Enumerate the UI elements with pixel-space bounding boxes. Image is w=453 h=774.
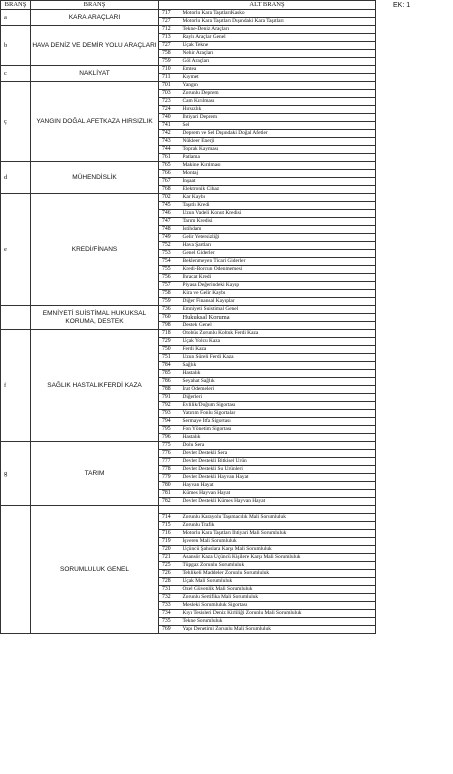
brans-letter: a xyxy=(1,10,31,26)
alt-brans-name: Kıyı Tesisleri Deniz Kirliliği Zorunlu Mali Sorumluluk xyxy=(181,610,376,618)
alt-brans-code: 755 xyxy=(159,266,181,274)
alt-brans-code: 723 xyxy=(159,98,181,106)
alt-brans-code: 710 xyxy=(159,66,181,74)
alt-brans-name: Nehir Araçları xyxy=(181,50,376,58)
alt-brans-name: Piyasa Değerindeki Kayıp xyxy=(181,282,376,290)
alt-brans-code: 792 xyxy=(159,402,181,410)
alt-brans-name: Özel Güvenlik Mali Sorumluluk xyxy=(181,586,376,594)
alt-brans-code: 766 xyxy=(159,170,181,178)
alt-brans-code: 784 xyxy=(159,362,181,370)
alt-brans-code: 740 xyxy=(159,114,181,122)
alt-brans-name: Hayvan Hayat xyxy=(181,482,376,490)
alt-brans-code: 720 xyxy=(159,546,181,554)
alt-brans-name: Mesleki Sorumluluk Sigortası xyxy=(181,602,376,610)
alt-brans-code: 795 xyxy=(159,426,181,434)
alt-brans-name: Toprak Kayması xyxy=(181,146,376,154)
alt-brans-name: Motorlu Kara Taşıtları İhtiyari Mali Sorumluluk xyxy=(181,530,376,538)
alt-brans-name: Zorunlu Sertifika Mali Sorumluluk xyxy=(181,594,376,602)
alt-brans-name: Otobüs Zorunlu Koltuk Ferdi Kaza xyxy=(181,330,376,338)
alt-brans-code: 780 xyxy=(159,482,181,490)
table-row xyxy=(1,26,376,34)
brans-letter: e xyxy=(1,194,31,306)
alt-brans-name: Diğer Finansal Kayıplar xyxy=(181,298,376,306)
alt-brans-code: 742 xyxy=(159,130,181,138)
alt-brans-code: 750 xyxy=(159,346,181,354)
alt-brans-code: 721 xyxy=(159,554,181,562)
alt-brans-name: Cam Kırılması xyxy=(181,98,376,106)
brans-name: KREDİ/FİNANS xyxy=(31,194,159,306)
alt-brans-name: Tarım Kredisi xyxy=(181,218,376,226)
alt-brans-code: 735 xyxy=(159,618,181,626)
alt-brans-name: İstihdam xyxy=(181,226,376,234)
alt-brans-name: Sel xyxy=(181,122,376,130)
alt-brans-code: 716 xyxy=(159,530,181,538)
alt-brans-code: 786 xyxy=(159,378,181,386)
alt-brans-code: 778 xyxy=(159,466,181,474)
alt-brans-code: 761 xyxy=(159,154,181,162)
alt-brans-name: Tüpgaz Zorunlu Sorumluluk xyxy=(181,562,376,570)
alt-brans-name: Zorunlu Deprem xyxy=(181,90,376,98)
alt-brans-name: Raylı Araçlar Genel xyxy=(181,34,376,42)
alt-brans-code: 767 xyxy=(159,178,181,186)
alt-brans-code: 758 xyxy=(159,290,181,298)
alt-brans-name: Seyahat Sağlık xyxy=(181,378,376,386)
alt-brans-code: 726 xyxy=(159,570,181,578)
alt-brans-code: 768 xyxy=(159,186,181,194)
alt-brans-code: 736 xyxy=(159,306,181,314)
alt-brans-name: Gelir Yetersizliği xyxy=(181,234,376,242)
alt-brans-name: Uzun Süreli Ferdi Kaza xyxy=(181,354,376,362)
brans-name: YANGIN DOĞAL AFETKAZA HIRSIZLIK xyxy=(31,82,159,162)
alt-brans-code: 701 xyxy=(159,82,181,90)
alt-brans-code: 729 xyxy=(159,338,181,346)
alt-brans-code: 717 xyxy=(159,10,181,18)
alt-brans-name: İnşaat xyxy=(181,178,376,186)
alt-brans-name: Emtea xyxy=(181,66,376,74)
alt-brans-name: Uçak Yolcu Kaza xyxy=(181,338,376,346)
alt-brans-name: Genel Giderler xyxy=(181,250,376,258)
alt-brans-name: Dolu Sera xyxy=(181,442,376,450)
alt-brans-code: 732 xyxy=(159,594,181,602)
alt-brans-name: İrat Ödemeleri xyxy=(181,386,376,394)
alt-brans-code: 749 xyxy=(159,234,181,242)
alt-brans-name: Devlet Destekli Hayvan Hayat xyxy=(181,474,376,482)
alt-brans-name: İşveren Mali Sorumluluk xyxy=(181,538,376,546)
alt-brans-name: Hırsızlık xyxy=(181,106,376,114)
alt-brans-code: 781 xyxy=(159,490,181,498)
alt-brans-code: 733 xyxy=(159,602,181,610)
alt-brans-name: Uçak Mali Sorumluluk xyxy=(181,578,376,586)
table-row xyxy=(1,194,376,202)
table-row xyxy=(1,442,376,450)
alt-brans-code: 754 xyxy=(159,258,181,266)
alt-brans-code: 752 xyxy=(159,242,181,250)
alt-brans-code: 776 xyxy=(159,450,181,458)
annex-label: EK: 1 xyxy=(393,2,411,9)
alt-brans-name: Montaj xyxy=(181,170,376,178)
brans-name: SAĞLIK HASTALIKFERDİ KAZA xyxy=(31,330,159,442)
alt-brans-code: 788 xyxy=(159,386,181,394)
alt-brans-name: Devlet Destekli Kümes Hayvan Hayat xyxy=(181,498,376,506)
alt-brans-name: İhtiyari Deprem xyxy=(181,114,376,122)
alt-brans-code: 719 xyxy=(159,538,181,546)
alt-brans-name: Yangın xyxy=(181,82,376,90)
spacer-cell xyxy=(181,506,376,514)
alt-brans-name: Kira ve Gelir Kaybı xyxy=(181,290,376,298)
brans-name: HAVA DENİZ VE DEMİR YOLU ARAÇLARI xyxy=(31,26,159,66)
alt-brans-code: 712 xyxy=(159,26,181,34)
alt-brans-code: 759 xyxy=(159,298,181,306)
alt-brans-code: 765 xyxy=(159,162,181,170)
alt-brans-name: Uçak Tekne xyxy=(181,42,376,50)
brans-letter: b xyxy=(1,26,31,66)
alt-brans-code: 718 xyxy=(159,330,181,338)
alt-brans-name: Makine Kırılması xyxy=(181,162,376,170)
alt-brans-code: 711 xyxy=(159,74,181,82)
brans-letter: d xyxy=(1,162,31,194)
alt-brans-name: Elektronik Cihaz xyxy=(181,186,376,194)
alt-brans-code: 757 xyxy=(159,282,181,290)
brans-name: MÜHENDİSLİK xyxy=(31,162,159,194)
alt-brans-code: 728 xyxy=(159,578,181,586)
alt-brans-code: 703 xyxy=(159,90,181,98)
alt-brans-name: Sağlık xyxy=(181,362,376,370)
alt-brans-name: Motorlu Kara TaşıtlarıKasko xyxy=(181,10,376,18)
alt-brans-code: 769 xyxy=(159,626,181,634)
brans-name: NAKLİYAT xyxy=(31,66,159,82)
alt-brans-code: 727 xyxy=(159,42,181,50)
alt-brans-code: 725 xyxy=(159,562,181,570)
brans-name: SORUMLULUK GENEL xyxy=(31,506,159,634)
alt-brans-name: Asansör Kaza Üçüncü Kişilere Karşı Mali Sorumluluk xyxy=(181,554,376,562)
alt-brans-code: 745 xyxy=(159,202,181,210)
alt-brans-name: Ferdi Kaza xyxy=(181,346,376,354)
alt-brans-name: Kümes Hayvan Hayat xyxy=(181,490,376,498)
alt-brans-name: Sermaye İtfa Sigortası xyxy=(181,418,376,426)
alt-brans-name: Devlet Destekli Sera xyxy=(181,450,376,458)
alt-brans-code: 715 xyxy=(159,522,181,530)
alt-brans-code: 793 xyxy=(159,410,181,418)
alt-brans-name: Hastalık xyxy=(181,434,376,442)
brans-letter xyxy=(1,306,31,330)
alt-brans-code: 713 xyxy=(159,34,181,42)
header-brans-name: BRANŞ xyxy=(31,1,159,10)
alt-brans-code: 777 xyxy=(159,458,181,466)
alt-brans-name: Zorunlu Karayolu Taşımacılık Mali Sorumluluk xyxy=(181,514,376,522)
alt-brans-name: Beklenmeyen Ticari Giderler xyxy=(181,258,376,266)
table-row xyxy=(1,162,376,170)
alt-brans-name: Tekne Sorumluluk xyxy=(181,618,376,626)
alt-brans-name: Hastalık xyxy=(181,370,376,378)
alt-brans-name: Zorunlu Trafik xyxy=(181,522,376,530)
alt-brans-name: Yapı Denetimi Zorunlu Mali Sorumluluk xyxy=(181,626,376,634)
alt-brans-name: Hava Şartları xyxy=(181,242,376,250)
brans-letter: f xyxy=(1,330,31,442)
alt-brans-name: İhracat Kredi xyxy=(181,274,376,282)
alt-brans-code: 731 xyxy=(159,586,181,594)
alt-brans-name: Üçüncü Şahıslara Karşı Mali Sorumluluk xyxy=(181,546,376,554)
alt-brans-name: Hukuksal Koruma xyxy=(181,314,376,322)
brans-name: EMNİYETİ SUİSTİMAL HUKUKSAL KORUMA, DESTEK xyxy=(31,306,159,330)
brans-letter: ç xyxy=(1,82,31,162)
alt-brans-name: Tehlikeli Maddeler Zorunlu Sorumluluk xyxy=(181,570,376,578)
brans-letter: g xyxy=(1,442,31,506)
alt-brans-code: 734 xyxy=(159,610,181,618)
alt-brans-name: Devlet Destekli Su Ürünleri xyxy=(181,466,376,474)
table-row xyxy=(1,82,376,90)
brans-letter: c xyxy=(1,66,31,82)
table-row xyxy=(1,306,376,314)
alt-brans-name: Taşıtlı Kredi xyxy=(181,202,376,210)
alt-brans-name: Diğerleri xyxy=(181,394,376,402)
alt-brans-code: 727 xyxy=(159,18,181,26)
alt-brans-code: 714 xyxy=(159,514,181,522)
alt-brans-code: 798 xyxy=(159,322,181,330)
alt-brans-name: Patlama xyxy=(181,154,376,162)
alt-brans-code: 791 xyxy=(159,394,181,402)
alt-brans-name: Devlet Destekli Bitkisel Ürün xyxy=(181,458,376,466)
alt-brans-name: Göl Araçları xyxy=(181,58,376,66)
group-spacer-row xyxy=(1,506,376,514)
alt-brans-name: Fon Yönetim Sigortası xyxy=(181,426,376,434)
alt-brans-name: Destek Genel xyxy=(181,322,376,330)
alt-brans-code: 746 xyxy=(159,210,181,218)
alt-brans-name: Yatırım Fonlu Sigortalar xyxy=(181,410,376,418)
alt-brans-name: Emniyeti Suistimal Genel xyxy=(181,306,376,314)
alt-brans-name: Uzun Vadeli Konut Kredisi xyxy=(181,210,376,218)
alt-brans-name: Motorlu Kara Taşıtları Dışındaki Kara Taşıtları xyxy=(181,18,376,26)
alt-brans-code: 782 xyxy=(159,498,181,506)
alt-brans-code: 747 xyxy=(159,218,181,226)
alt-brans-code: 785 xyxy=(159,370,181,378)
brans-name: TARIM xyxy=(31,442,159,506)
header-brans-letter: BRANŞ xyxy=(1,1,31,10)
alt-brans-code: 759 xyxy=(159,58,181,66)
alt-brans-name: Nükleer Enerji xyxy=(181,138,376,146)
brans-letter xyxy=(1,506,31,634)
alt-brans-code: 758 xyxy=(159,50,181,58)
spacer-cell xyxy=(159,506,181,514)
alt-brans-code: 756 xyxy=(159,274,181,282)
alt-brans-code: 751 xyxy=(159,354,181,362)
alt-brans-code: 760 xyxy=(159,314,181,322)
alt-brans-code: 724 xyxy=(159,106,181,114)
header-alt-brans: ALT BRANŞ xyxy=(159,1,376,10)
alt-brans-code: 744 xyxy=(159,146,181,154)
alt-brans-code: 743 xyxy=(159,138,181,146)
alt-brans-code: 702 xyxy=(159,194,181,202)
alt-brans-name: Evlilik/Doğum Sigortası xyxy=(181,402,376,410)
alt-brans-name: Kredi-Borcun Ödenmemesi xyxy=(181,266,376,274)
alt-brans-code: 779 xyxy=(159,474,181,482)
table-row xyxy=(1,10,376,18)
alt-brans-name: Deprem ve Sel Dışındaki Doğal Afetler xyxy=(181,130,376,138)
alt-brans-name: Kar Kaybı xyxy=(181,194,376,202)
brans-name: KARA ARAÇLARI xyxy=(31,10,159,26)
alt-brans-code: 741 xyxy=(159,122,181,130)
alt-brans-code: 775 xyxy=(159,442,181,450)
alt-brans-name: Kıymet xyxy=(181,74,376,82)
table-row xyxy=(1,330,376,338)
alt-brans-name: Tekne-Deniz Araçları xyxy=(181,26,376,34)
alt-brans-code: 794 xyxy=(159,418,181,426)
table-row xyxy=(1,66,376,74)
alt-brans-code: 753 xyxy=(159,250,181,258)
alt-brans-code: 748 xyxy=(159,226,181,234)
table-header-row xyxy=(1,1,376,10)
alt-brans-code: 796 xyxy=(159,434,181,442)
